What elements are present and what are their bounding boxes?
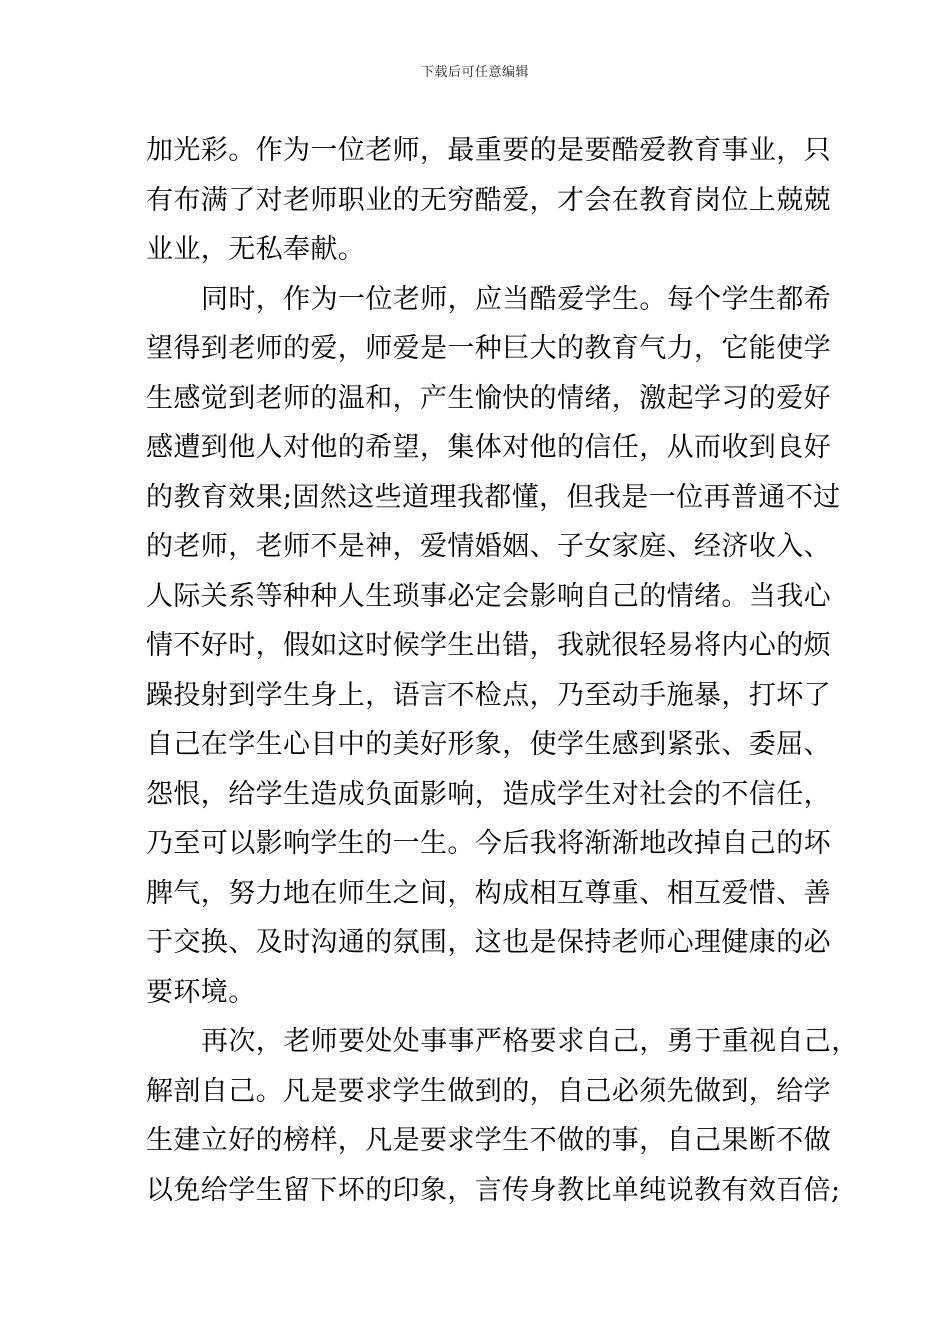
paragraph-3 <box>146 1017 859 1215</box>
text-line: 躁投射到学生身上，语言不检点，乃至动手施暴，打坏了 <box>146 679 831 711</box>
text-line: 业业，无私奉献。 <box>146 234 366 265</box>
text-line: 怨恨，给学生造成负面影响，造成学生对社会的不信任， <box>146 778 831 810</box>
text-line: 以免给学生留下坏的印象，言传身教比单纯说教有效百倍; <box>146 1174 841 1206</box>
paragraph-2 <box>146 275 841 1018</box>
paragraph-1 <box>146 126 831 275</box>
text-line: 的老师，老师不是神，爱情婚姻、子女家庭、经济收入、 <box>146 531 831 562</box>
text-line: 于交换、及时沟通的氛围，这也是保持老师心理健康的必 <box>146 927 831 958</box>
text-line: 人际关系等种种人生琐事必定会影响自己的情绪。当我心 <box>146 580 831 612</box>
text-line: 解剖自己。凡是要求学生做到的，自己必须先做到，给学 <box>146 1075 831 1107</box>
text-line: 乃至可以影响学生的一生。今后我将渐渐地改掉自己的坏 <box>146 828 831 859</box>
text-line: 脾气，努力地在师生之间，构成相互尊重、相互爱惜、善 <box>146 877 831 909</box>
text-line: 加光彩。作为一位老师，最重要的是要酷爱教育事业，只 <box>146 135 831 166</box>
text-line: 要环境。 <box>146 976 256 1008</box>
text-line: 自己在学生心目中的美好形象，使学生感到紧张、委屈、 <box>146 729 831 760</box>
text-line: 生建立好的榜样，凡是要求学生不做的事，自己果断不做 <box>146 1125 831 1156</box>
text-line: 同时，作为一位老师，应当酷爱学生。每个学生都希 <box>201 283 832 315</box>
text-line: 望得到老师的爱，师爱是一种巨大的教育气力，它能使学 <box>146 333 831 364</box>
document-body <box>146 126 859 1215</box>
text-line: 有布满了对老师职业的无穷酷爱，才会在教育岗位上兢兢 <box>146 184 831 216</box>
text-line: 生感觉到老师的温和，产生愉快的情绪，激起学习的爱好 <box>146 382 831 414</box>
text-line: 的教育效果;固然这些道理我都懂，但我是一位再普通不过 <box>146 481 841 513</box>
text-line: 情不好时，假如这时候学生出错，我就很轻易将内心的烦 <box>146 630 831 661</box>
text-line: 感遭到他人对他的希望，集体对他的信任，从而收到良好 <box>146 432 831 463</box>
page-header-note: 下载后可任意编辑 <box>420 65 529 80</box>
text-line: 再次，老师要处处事事严格要求自己，勇于重视自己， <box>201 1026 859 1057</box>
